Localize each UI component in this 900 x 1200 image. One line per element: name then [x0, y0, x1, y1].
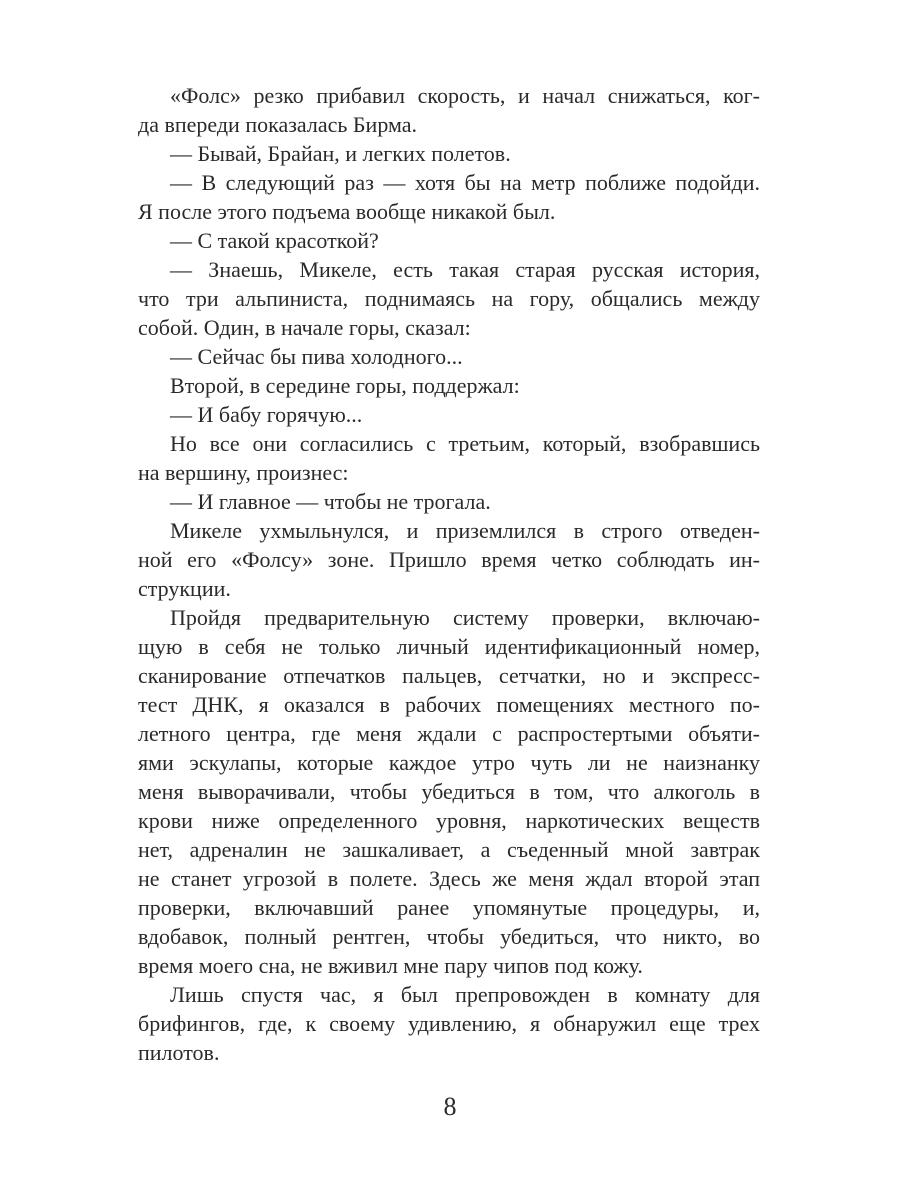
text-line: собой. Один, в начале горы, сказал: — [138, 315, 471, 340]
text-line: Но все они согласились с третьим, который, взобравшись — [170, 431, 760, 456]
text-line: «Фолс» резко прибавил скорость, и начал снижаться, ког- — [170, 83, 760, 108]
text-line: Лишь спустя час, я был препровожден в комнату для — [170, 982, 760, 1007]
page-number: 8 — [443, 1092, 457, 1121]
text-line: Микеле ухмыльнулся, и приземлился в строго отведен- — [170, 518, 760, 543]
text-line: время моего сна, не вживил мне пару чипов под кожу. — [138, 953, 643, 978]
text-line: — Знаешь, Микеле, есть такая старая русская история, — [170, 257, 760, 282]
text-line: струкции. — [138, 576, 231, 601]
text-line: — Бывай, Брайан, и легких полетов. — [170, 141, 511, 166]
text-line: — И главное — чтобы не трогала. — [170, 489, 491, 514]
text-line: проверки, включавший ранее упомянутые процедуры, и, — [138, 895, 760, 920]
text-line: ями эскулапы, которые каждое утро чуть ли не наизнанку — [138, 750, 760, 775]
text-line: на вершину, произнес: — [138, 460, 349, 485]
text-line: пилотов. — [138, 1040, 220, 1065]
text-line: сканирование отпечатков пальцев, сетчатки, но и экспресс- — [138, 663, 760, 688]
text-line: ной его «Фолсу» зоне. Пришло время четко соблюдать ин- — [138, 547, 760, 572]
text-line: тест ДНК, я оказался в рабочих помещениях местного по- — [138, 692, 760, 717]
text-line: — С такой красоткой? — [170, 228, 379, 253]
text-line: меня выворачивали, чтобы убедиться в том, что алкоголь в — [138, 779, 760, 804]
text-line: Пройдя предварительную систему проверки, включаю- — [170, 605, 760, 630]
text-line: вдобавок, полный рентген, чтобы убедиться, что никто, во — [138, 924, 760, 949]
body-text — [138, 81, 760, 1067]
text-line: — В следующий раз — хотя бы на метр поближе подойди. — [170, 170, 760, 195]
text-line: Я после этого подъема вообще никакой был. — [138, 199, 556, 224]
text-line: Второй, в середине горы, поддержал: — [170, 373, 520, 398]
text-line: щую в себя не только личный идентификационный номер, — [138, 634, 760, 659]
text-line: брифингов, где, к своему удивлению, я обнаружил еще трех — [138, 1011, 760, 1036]
text-line: что три альпиниста, поднимаясь на гору, общались между — [138, 286, 760, 311]
text-line: летного центра, где меня ждали с распростертыми объяти- — [138, 721, 760, 746]
text-line: — Сейчас бы пива холодного... — [170, 344, 463, 369]
text-line: да впереди показалась Бирма. — [138, 112, 418, 137]
text-line: крови ниже определенного уровня, наркотических веществ — [138, 808, 760, 833]
text-line: нет, адреналин не зашкаливает, а съеденный мной завтрак — [138, 837, 760, 862]
text-line: не станет угрозой в полете. Здесь же меня ждал второй этап — [138, 866, 760, 891]
text-line: — И бабу горячую... — [170, 402, 363, 427]
